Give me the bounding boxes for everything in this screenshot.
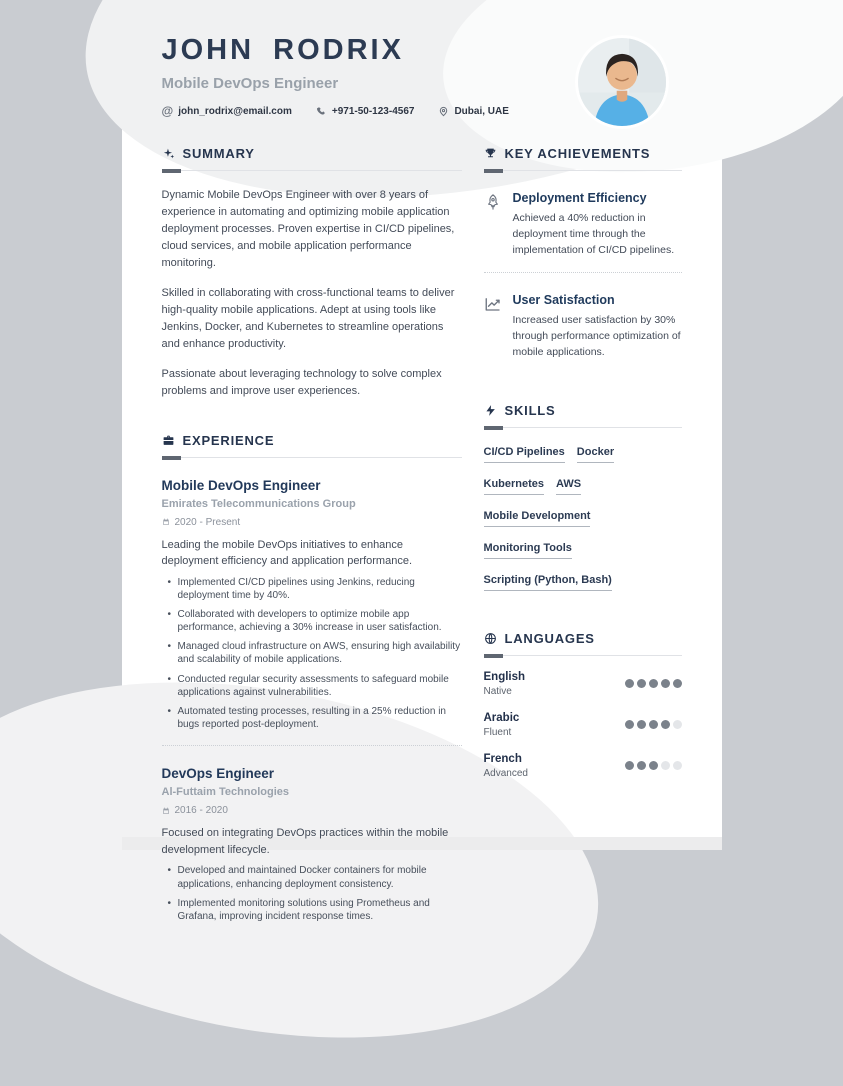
language-labels: [484, 712, 520, 738]
job-title: Mobile DevOps Engineer: [161, 477, 321, 493]
experience-rule: [162, 457, 462, 458]
right-column: [484, 146, 682, 929]
summary-text: [162, 187, 462, 401]
achievement-body: [513, 191, 682, 258]
summary-rule: [162, 170, 462, 171]
job-bullet: • Collaborated with developers to optimize mobile app performance, achieving a 30% increase in user satisfaction.: [162, 608, 462, 634]
trophy-icon: [484, 147, 497, 160]
job-company: Al-Futtaim Technologies: [161, 786, 290, 799]
language-name: English: [483, 670, 526, 683]
sparkle-icon: [162, 147, 175, 160]
at-icon: @: [161, 104, 174, 118]
language-level: Advanced: [483, 767, 528, 779]
section-skills: [484, 403, 682, 591]
summary-paragraph: Dynamic Mobile DevOps Engineer with over 8 years of experience in automating and optimizing mobile application deployment processes. Proven expertise in CI/CD pipelines, cloud services, and mobile application performance monitoring.: [161, 189, 455, 270]
language-level-dots: [625, 761, 682, 770]
resume-page: [122, 0, 722, 922]
language-row-french: [484, 753, 682, 779]
section-experience: [162, 433, 462, 924]
job-title: DevOps Engineer: [161, 766, 275, 782]
skills-rule: [484, 427, 682, 428]
job-dates: [162, 517, 462, 528]
job-dates: [162, 805, 462, 816]
email-text: john_rodrix@email.com: [178, 105, 292, 117]
skill-tag: Scripting (Python, Bash): [484, 574, 612, 591]
achievement-item-1: [484, 191, 682, 258]
skills-heading-label: SKILLS: [504, 402, 556, 418]
phone-icon: [316, 106, 327, 117]
achievement-body: [513, 293, 682, 360]
section-summary: [162, 146, 462, 401]
skill-tag: Docker: [577, 446, 614, 463]
candidate-name: JOHN RODRIX: [161, 34, 404, 66]
achievement-title: Deployment Efficiency: [512, 191, 647, 205]
job-bullet: • Conducted regular security assessments to safeguard mobile applications against vulnerabilities.: [162, 673, 462, 699]
job-dates-text: 2020 - Present: [174, 516, 241, 528]
level-dot: [649, 761, 658, 770]
skills-heading: [484, 403, 682, 418]
calendar-icon: [162, 518, 170, 526]
job-divider: [162, 745, 462, 746]
skill-tag: Monitoring Tools: [484, 542, 572, 559]
job-bullet: • Managed cloud infrastructure on AWS, ensuring high availability and scalability of mobile applications.: [162, 640, 462, 666]
skill-tag-list: [484, 446, 682, 591]
language-labels: [484, 671, 526, 697]
summary-paragraph: Passionate about leveraging technology to solve complex problems and improve user experiences.: [161, 368, 442, 398]
job-bullet: • Automated testing processes, resulting in a 25% reduction in bugs reported post-deployment.: [162, 705, 462, 731]
language-level: Fluent: [483, 726, 512, 738]
level-dot: [661, 679, 670, 688]
achievement-title: User Satisfaction: [512, 293, 615, 308]
languages-rule: [484, 655, 682, 656]
language-row-english: [484, 671, 682, 697]
job-entry-1: [162, 478, 462, 732]
level-dot: [673, 679, 682, 688]
level-dot: [625, 761, 634, 770]
skill-tag: CI/CD Pipelines: [484, 446, 565, 463]
map-pin-icon: [438, 106, 449, 117]
phone-text: +971-50-123-4567: [331, 105, 415, 117]
languages-heading-label: LANGUAGES: [504, 630, 595, 646]
language-level: Native: [483, 685, 512, 697]
level-dot: [661, 720, 670, 729]
columns: [162, 146, 682, 929]
contact-location: [438, 106, 508, 117]
job-bullet: • Implemented monitoring solutions using Prometheus and Grafana, improving incident response times.: [162, 897, 462, 923]
achievement-text: Increased user satisfaction by 30% through performance optimization of mobile applications.: [512, 314, 681, 358]
level-dot: [625, 720, 634, 729]
level-dot: [661, 761, 670, 770]
level-dot: [637, 720, 646, 729]
skill-tag: AWS: [556, 478, 581, 495]
job-entry-2: [162, 766, 462, 923]
job-bullet: • Developed and maintained Docker containers for mobile applications, enhancing deployment consistency.: [162, 864, 462, 890]
job-description: Leading the mobile DevOps initiatives to enhance deployment efficiency and application performance.: [161, 538, 413, 568]
candidate-title: Mobile DevOps Engineer: [161, 75, 339, 92]
languages-heading: [484, 631, 682, 646]
language-row-arabic: [484, 712, 682, 738]
language-name: Arabic: [483, 711, 520, 724]
level-dot: [649, 720, 658, 729]
level-dot: [649, 679, 658, 688]
summary-heading-label: SUMMARY: [182, 146, 255, 161]
language-level-dots: [625, 720, 682, 729]
job-description: Focused on integrating DevOps practices within the mobile development lifecycle.: [161, 827, 449, 856]
rocket-icon: [484, 191, 502, 258]
globe-icon: [484, 632, 497, 645]
resume-content: [122, 0, 722, 929]
job-company: Emirates Telecommunications Group: [161, 497, 356, 510]
section-achievements: [484, 146, 682, 361]
level-dot: [673, 720, 682, 729]
language-level-dots: [625, 679, 682, 688]
achievement-divider: [484, 272, 682, 273]
skill-tag: Mobile Development: [484, 510, 591, 527]
contact-phone: [316, 106, 415, 117]
section-languages: [484, 631, 682, 779]
level-dot: [673, 761, 682, 770]
achievement-item-2: [484, 293, 682, 360]
contact-email: [162, 105, 292, 117]
achievement-text: Achieved a 40% reduction in deployment time through the implementation of CI/CD pipelines.: [512, 212, 675, 256]
language-labels: [484, 753, 528, 779]
level-dot: [637, 679, 646, 688]
achievements-heading: [484, 146, 682, 161]
experience-heading: [162, 433, 462, 448]
trend-up-icon: [484, 293, 502, 360]
bolt-icon: [484, 404, 497, 417]
profile-photo: [578, 38, 666, 126]
skill-tag: Kubernetes: [484, 478, 545, 495]
job-bullet-list: [162, 864, 462, 923]
left-column: [162, 146, 462, 929]
job-bullet-list: [162, 576, 462, 732]
language-name: French: [483, 752, 522, 765]
summary-paragraph: Skilled in collaborating with cross-functional teams to deliver high-quality mobile applications. Adept at using tools like Jenkins, Docker, and Kubernetes to streamline operations and enhance productivity.: [161, 287, 455, 351]
location-text: Dubai, UAE: [454, 105, 509, 117]
calendar-icon: [162, 807, 170, 815]
job-dates-text: 2016 - 2020: [174, 805, 228, 817]
briefcase-icon: [162, 434, 175, 447]
experience-heading-label: EXPERIENCE: [182, 432, 275, 448]
achievements-rule: [484, 170, 682, 171]
level-dot: [625, 679, 634, 688]
job-bullet: • Implemented CI/CD pipelines using Jenkins, reducing deployment time by 40%.: [162, 576, 462, 602]
achievements-heading-label: KEY ACHIEVEMENTS: [504, 146, 651, 161]
level-dot: [637, 761, 646, 770]
summary-heading: [162, 146, 462, 161]
